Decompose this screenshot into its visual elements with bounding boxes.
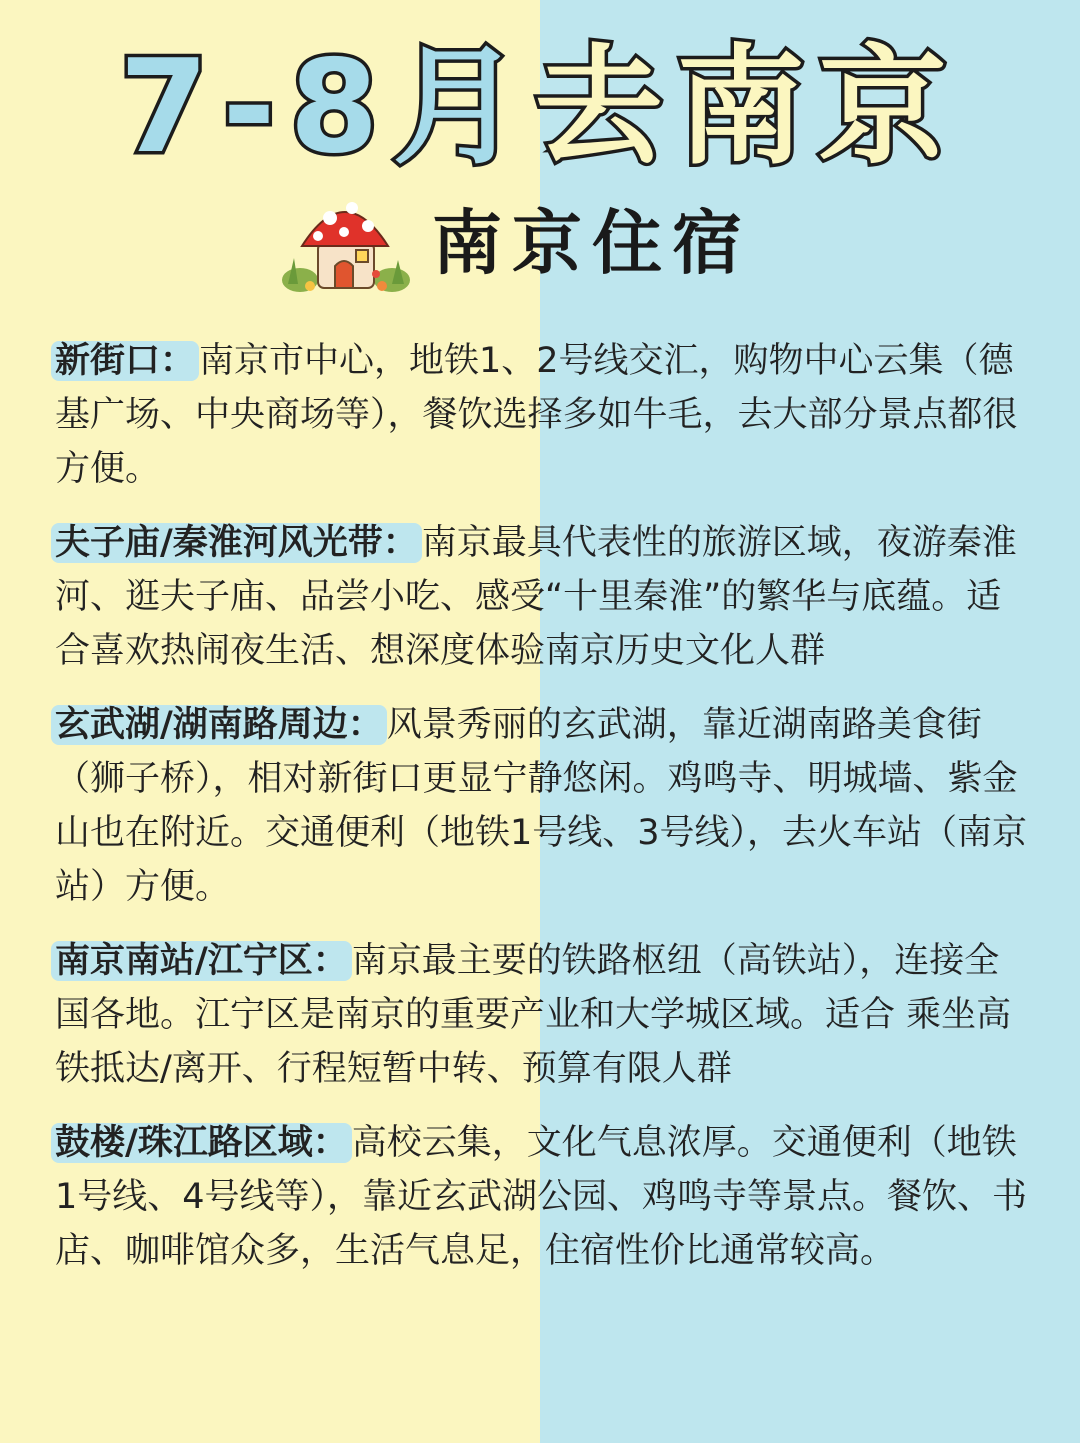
section-text: 南京市中心，地铁1、2号线交汇，购物中心云集（德基广场、中央商场等），餐饮选择多如牛毛，去大部分景点都很方便。 <box>55 341 1018 489</box>
section-xinjiekou <box>55 334 1030 496</box>
section-label: 玄武湖/湖南路周边： <box>51 705 387 745</box>
title-part-destination: 去南京 <box>534 33 961 182</box>
content-list <box>55 334 1030 1298</box>
section-gulou <box>55 1116 1030 1278</box>
section-text: 南京最具代表性的旅游区域，夜游秦淮河、逛夫子庙、品尝小吃、感受“十里秦淮”的繁华与底蕴。适合喜欢热闹夜生活、想深度体验南京历史文化人群 <box>55 523 1017 671</box>
section-nanjing-south <box>55 934 1030 1096</box>
page-title <box>0 28 1080 188</box>
section-xuanwuhu <box>55 698 1030 914</box>
title-part-dates: 7-8月 <box>119 33 535 182</box>
section-label: 鼓楼/珠江路区域： <box>51 1123 352 1163</box>
section-text: 南京最主要的铁路枢纽（高铁站），连接全国各地。江宁区是南京的重要产业和大学城区域。适合 乘坐高铁抵达/离开、行程短暂中转、预算有限人群 <box>55 941 1012 1089</box>
section-label: 新街口： <box>51 341 199 381</box>
section-label: 夫子庙/秦淮河风光带： <box>51 523 422 563</box>
section-label: 南京南站/江宁区： <box>51 941 352 981</box>
mushroom-house-icon <box>280 188 410 298</box>
section-text: 风景秀丽的玄武湖，靠近湖南路美食街（狮子桥），相对新街口更显宁静悠闲。鸡鸣寺、明城墙、紫金山也在附近。交通便利（地铁1号线、3号线），去火车站（南京站）方便。 <box>55 705 1028 907</box>
section-text: 高校云集，文化气息浓厚。交通便利（地铁1号线、4号线等），靠近玄武湖公园、鸡鸣寺等景点。餐饮、书店、咖啡馆众多，生活气息足，住宿性价比通常较高。 <box>55 1123 1028 1271</box>
section-fuzimiao <box>55 516 1030 678</box>
subtitle: 南京住宿 <box>432 202 752 284</box>
subtitle-row <box>280 188 800 298</box>
